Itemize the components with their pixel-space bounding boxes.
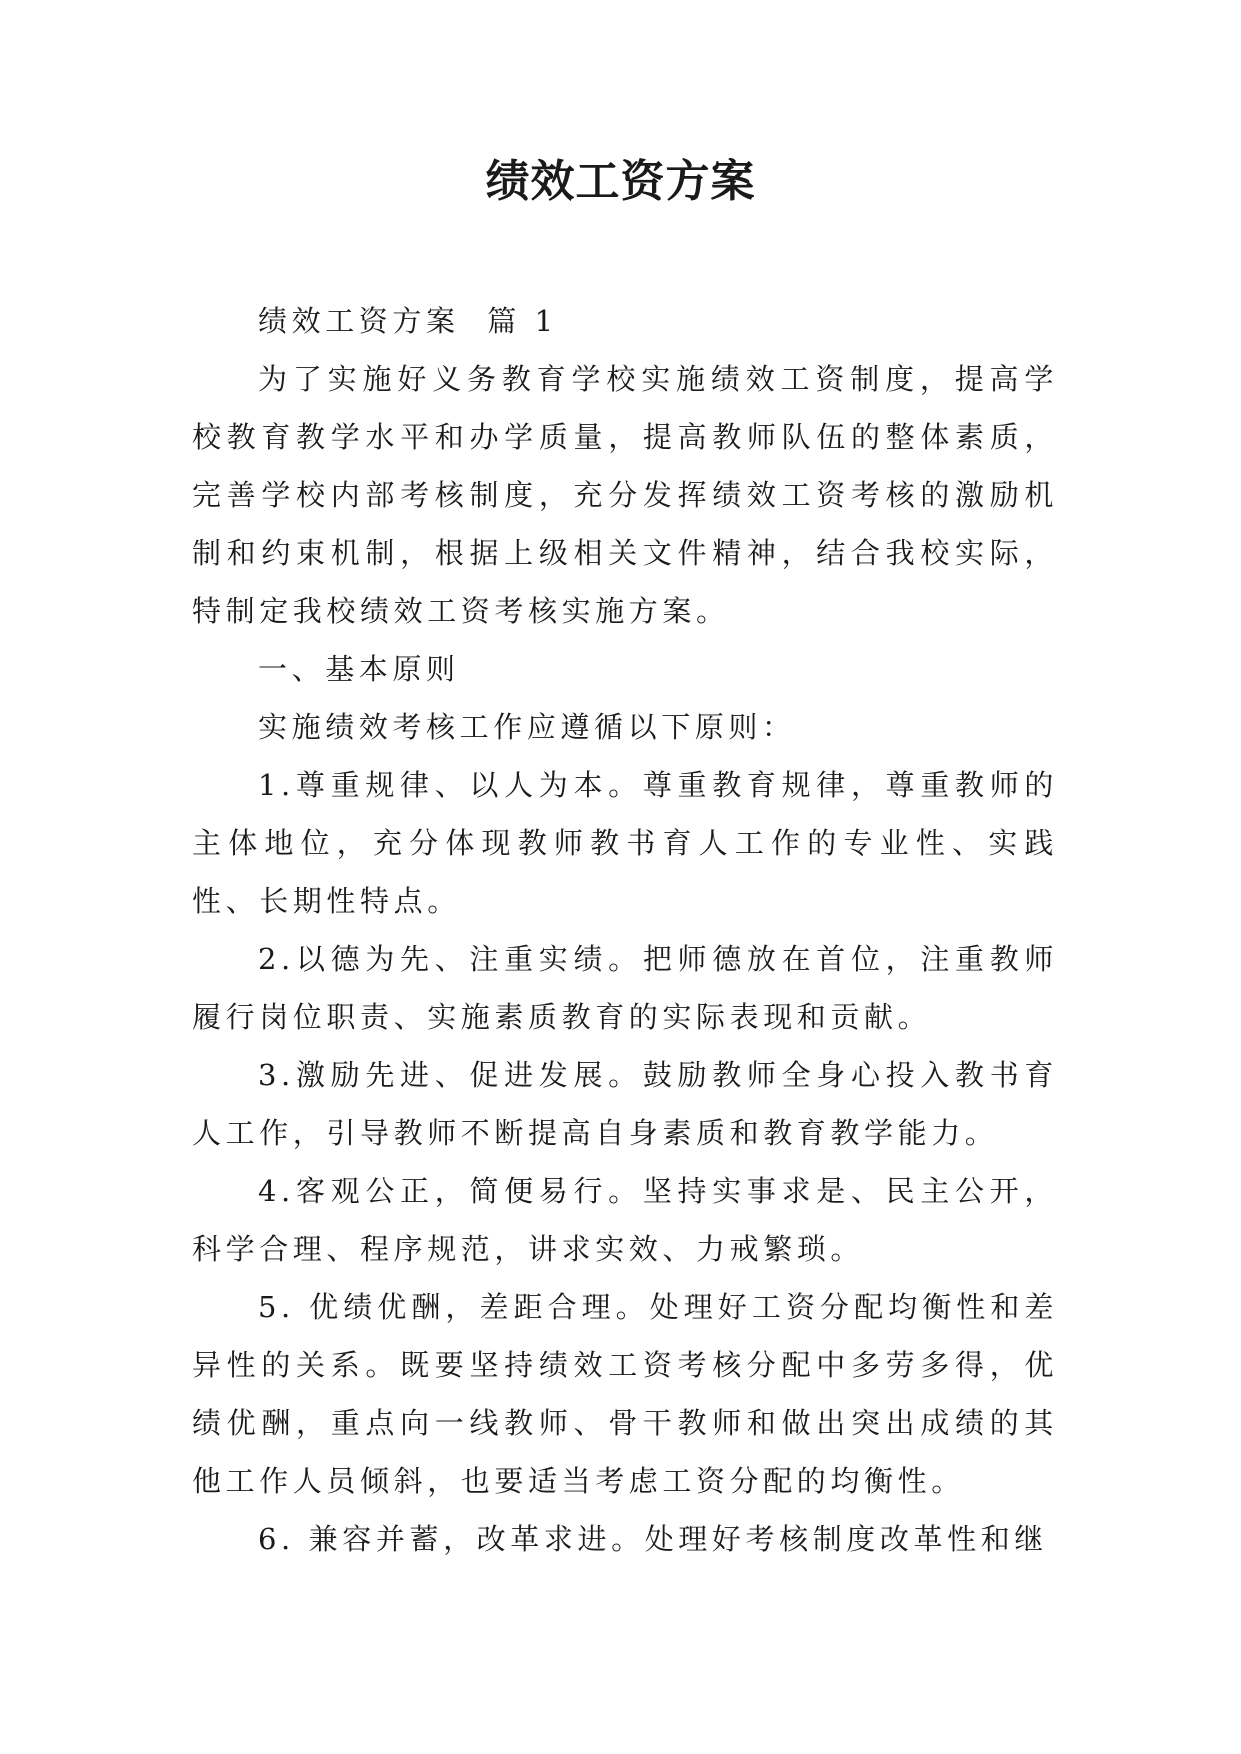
principle-item: 5. 优绩优酬，差距合理。处理好工资分配均衡性和差异性的关系。既要坚持绩效工资考核分配中多劳多得，优绩优酬，重点向一线教师、骨干教师和做出突出成绩的其他工作人员倾斜，也要适当考虑工资分配的均衡性。 <box>192 1290 1058 1498</box>
principle-item: 4.客观公正，简便易行。坚持实事求是、民主公开，科学合理、程序规范，讲求实效、力戒繁琐。 <box>192 1174 1058 1266</box>
principle-item: 6. 兼容并蓄，改革求进。处理好考核制度改革性和继 <box>258 1522 1048 1556</box>
principles-heading: 一、基本原则 <box>258 652 460 686</box>
intro-paragraph: 为了实施好义务教育学校实施绩效工资制度，提高学校教育教学水平和办学质量，提高教师队伍的整体素质，完善学校内部考核制度，充分发挥绩效工资考核的激励机制和约束机制，根据上级相关文件精神，结合我校实际，特制定我校绩效工资考核实施方案。 <box>192 362 1058 628</box>
principle-item: 1.尊重规律、以人为本。尊重教育规律，尊重教师的主体地位，充分体现教师教书育人工作的专业性、实践性、长期性特点。 <box>192 768 1058 918</box>
principles-intro: 实施绩效考核工作应遵循以下原则： <box>258 710 796 744</box>
document-body <box>192 292 1058 1568</box>
document-title: 绩效工资方案 <box>485 156 756 207</box>
principle-item: 3.激励先进、促进发展。鼓励教师全身心投入教书育人工作，引导教师不断提高自身素质和教育教学能力。 <box>192 1058 1058 1150</box>
section-heading: 绩效工资方案 篇 1 <box>258 304 558 338</box>
principle-item: 2.以德为先、注重实绩。把师德放在首位，注重教师履行岗位职责、实施素质教育的实际表现和贡献。 <box>192 942 1058 1034</box>
